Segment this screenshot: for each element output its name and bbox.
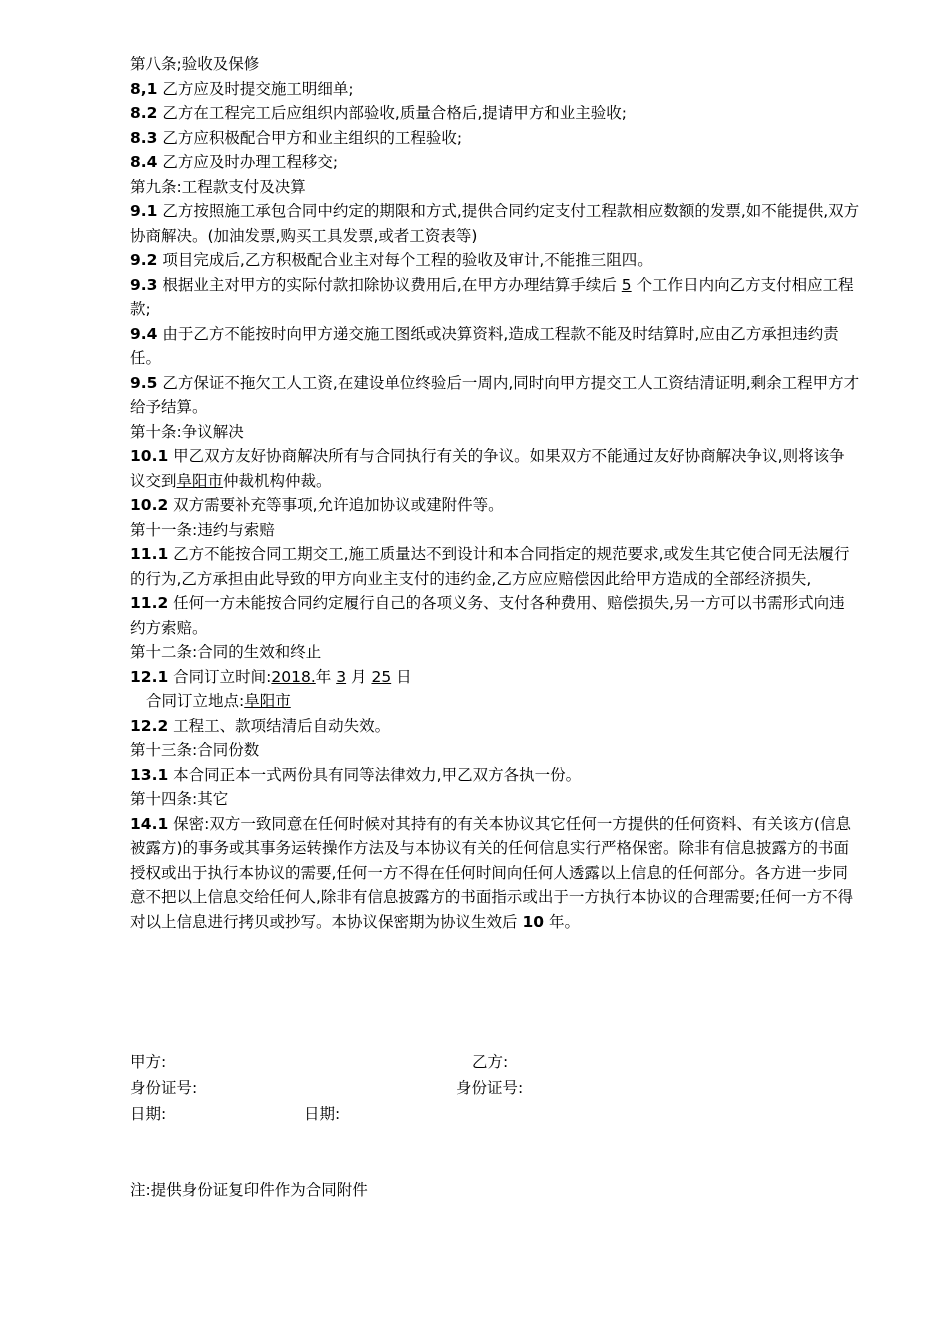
clause-text: 个工作日内向乙方支付相应工程款; xyxy=(130,275,854,318)
clause-item xyxy=(130,763,860,788)
clause-text: 乙方按照施工承包合同中约定的期限和方式,提供合同约定支付工程款相应数额的发票,如不能提供,双方协商解决。(加油发票,购买工具发票,或者工资表等) xyxy=(130,202,860,245)
clause-number: 9.4 xyxy=(130,324,158,343)
clause-number: 9.5 xyxy=(130,373,158,392)
clause-number: 8.2 xyxy=(130,104,158,122)
clause-text: 乙方不能按合同工期交工,施工质量达不到设计和本合同指定的规范要求,或发生其它使合同无法履行的行为,乙方承担由此导致的甲方向业主支付的违约金,乙方应应赔偿因此给甲方造成的全部经济损失, xyxy=(130,545,850,588)
clause-text: 乙方应积极配合甲方和业主组织的工程验收; xyxy=(157,128,463,147)
section-heading xyxy=(130,787,860,812)
clause-text: 第九条:工程款支付及决算 xyxy=(130,177,306,196)
clause-text: 第十二条:合同的生效和终止 xyxy=(130,643,322,661)
underlined-value: 25 xyxy=(371,667,392,686)
clause-text: 第八条;验收及保修 xyxy=(130,55,260,73)
party-b-label: 乙方: xyxy=(472,1053,509,1071)
clause-text: 甲乙双方友好协商解决所有与合同执行有关的争议。如果双方不能通过友好协商解决争议,则将该争议交到 xyxy=(130,447,845,490)
clause-item xyxy=(130,273,860,322)
clause-text: 由于乙方不能按时向甲方递交施工图纸或决算资料,造成工程款不能及时结算时,应由乙方承担违约责任。 xyxy=(130,324,839,367)
section-heading xyxy=(130,738,860,763)
clause-item xyxy=(130,591,860,640)
clause-number: 11.1 xyxy=(130,545,169,563)
underlined-value: 3 xyxy=(336,667,347,686)
clause-text: 合同订立时间: xyxy=(168,667,272,686)
underlined-value: 阜阳市 xyxy=(176,471,224,490)
clause-item xyxy=(130,150,860,175)
contract-body xyxy=(130,52,860,934)
clause-number: 10.1 xyxy=(130,447,169,465)
date-b-label: 日期: xyxy=(304,1105,341,1123)
clause-text: 月 xyxy=(346,667,372,686)
party-a-label: 甲方: xyxy=(130,1053,167,1071)
clause-text: 第十三条:合同份数 xyxy=(130,741,260,759)
clause-text: 本合同正本一式两份具有同等法律效力,甲乙双方各执一份。 xyxy=(168,765,582,784)
clause-number: 12.1 xyxy=(130,667,169,686)
clause-text: 乙方应及时办理工程移交; xyxy=(157,153,339,171)
clause-text: 年。 xyxy=(544,912,580,931)
clause-number: 12.2 xyxy=(130,716,169,735)
section-heading xyxy=(130,640,860,665)
attachment-note: 注:提供身份证复印件作为合同附件 xyxy=(130,1181,368,1199)
section-heading xyxy=(130,420,860,445)
clause-item xyxy=(130,322,860,371)
clause-number: 9.2 xyxy=(130,251,158,269)
underlined-value: 阜阳市 xyxy=(244,692,291,710)
id-a-label: 身份证号: xyxy=(130,1079,198,1097)
clause-number: 9.1 xyxy=(130,202,158,220)
clause-text: 日 xyxy=(391,667,412,686)
clause-text: 保密:双方一致同意在任何时候对其持有的有关本协议其它任何一方提供的任何资料、有关该方(信息被露方)的事务或其事务运转操作方法及与本协议有关的任何信息实行严格保密。除非有信息披露方的书面授权或出于执行本协议的需要,任何一方不得在任何时间向任何人透露以上信息的任何部分。各方进一步同意不把以上信息交给任何人,除非有信息披露方的书面指示或出于一方执行本协议的合理需要;任何一方不得对以上信息进行拷贝或抄写。本协议保密期为协议生效后 xyxy=(130,814,854,931)
clause-text: 乙方保证不拖欠工人工资,在建设单位终验后一周内,同时向甲方提交工人工资结清证明,剩余工程甲方才给予结算。 xyxy=(130,373,860,416)
clause-item xyxy=(130,444,860,493)
clause-item xyxy=(130,126,860,151)
clause-text: 年 xyxy=(315,667,337,686)
section-heading xyxy=(130,52,860,77)
clause-text: 第十一条:违约与索赔 xyxy=(130,520,275,539)
clause-text: 仲裁机构仲裁。 xyxy=(223,471,332,490)
clause-number: 13.1 xyxy=(130,765,169,784)
clause-text: 双方需要补充等事项,允许追加协议或建附件等。 xyxy=(168,496,504,514)
clause-subline xyxy=(130,689,860,714)
clause-item xyxy=(130,493,860,518)
clause-text: 合同订立地点: xyxy=(146,692,245,710)
clause-item xyxy=(130,665,860,690)
clause-text: 第十条:争议解决 xyxy=(130,422,244,441)
underlined-value: 2018. xyxy=(271,667,316,686)
id-b-label: 身份证号: xyxy=(456,1079,524,1097)
clause-number: 8,1 xyxy=(130,79,158,98)
clause-item xyxy=(130,542,860,591)
section-heading xyxy=(130,175,860,200)
clause-item xyxy=(130,812,860,935)
signature-block xyxy=(0,1050,950,1127)
clause-text: 乙方应及时提交施工明细单; xyxy=(157,79,354,98)
clause-text: 乙方在工程完工后应组织内部验收,质量合格后,提请甲方和业主验收; xyxy=(157,104,627,122)
clause-text: 第十四条:其它 xyxy=(130,790,229,808)
clause-text: 工程工、款项结清后自动失效。 xyxy=(168,716,391,735)
clause-item xyxy=(130,199,860,248)
bold-value: 10 xyxy=(522,912,545,931)
clause-item xyxy=(130,714,860,739)
clause-item xyxy=(130,101,860,126)
underlined-value: 5 xyxy=(621,275,632,294)
clause-item xyxy=(130,77,860,102)
clause-number: 10.2 xyxy=(130,496,169,514)
clause-item xyxy=(130,371,860,420)
clause-number: 14.1 xyxy=(130,814,169,833)
clause-number: 8.4 xyxy=(130,153,158,171)
section-heading xyxy=(130,518,860,543)
clause-number: 9.3 xyxy=(130,275,158,294)
clause-item xyxy=(130,248,860,273)
date-a-label: 日期: xyxy=(130,1105,167,1123)
clause-number: 11.2 xyxy=(130,594,169,612)
clause-number: 8.3 xyxy=(130,128,158,147)
clause-text: 任何一方未能按合同约定履行自己的各项义务、支付各种费用、赔偿损失,另一方可以书需形式向违约方索赔。 xyxy=(130,594,845,637)
clause-text: 项目完成后,乙方积极配合业主对每个工程的验收及审计,不能推三阻四。 xyxy=(157,251,653,269)
clause-text: 根据业主对甲方的实际付款扣除协议费用后,在甲方办理结算手续后 xyxy=(157,275,622,294)
